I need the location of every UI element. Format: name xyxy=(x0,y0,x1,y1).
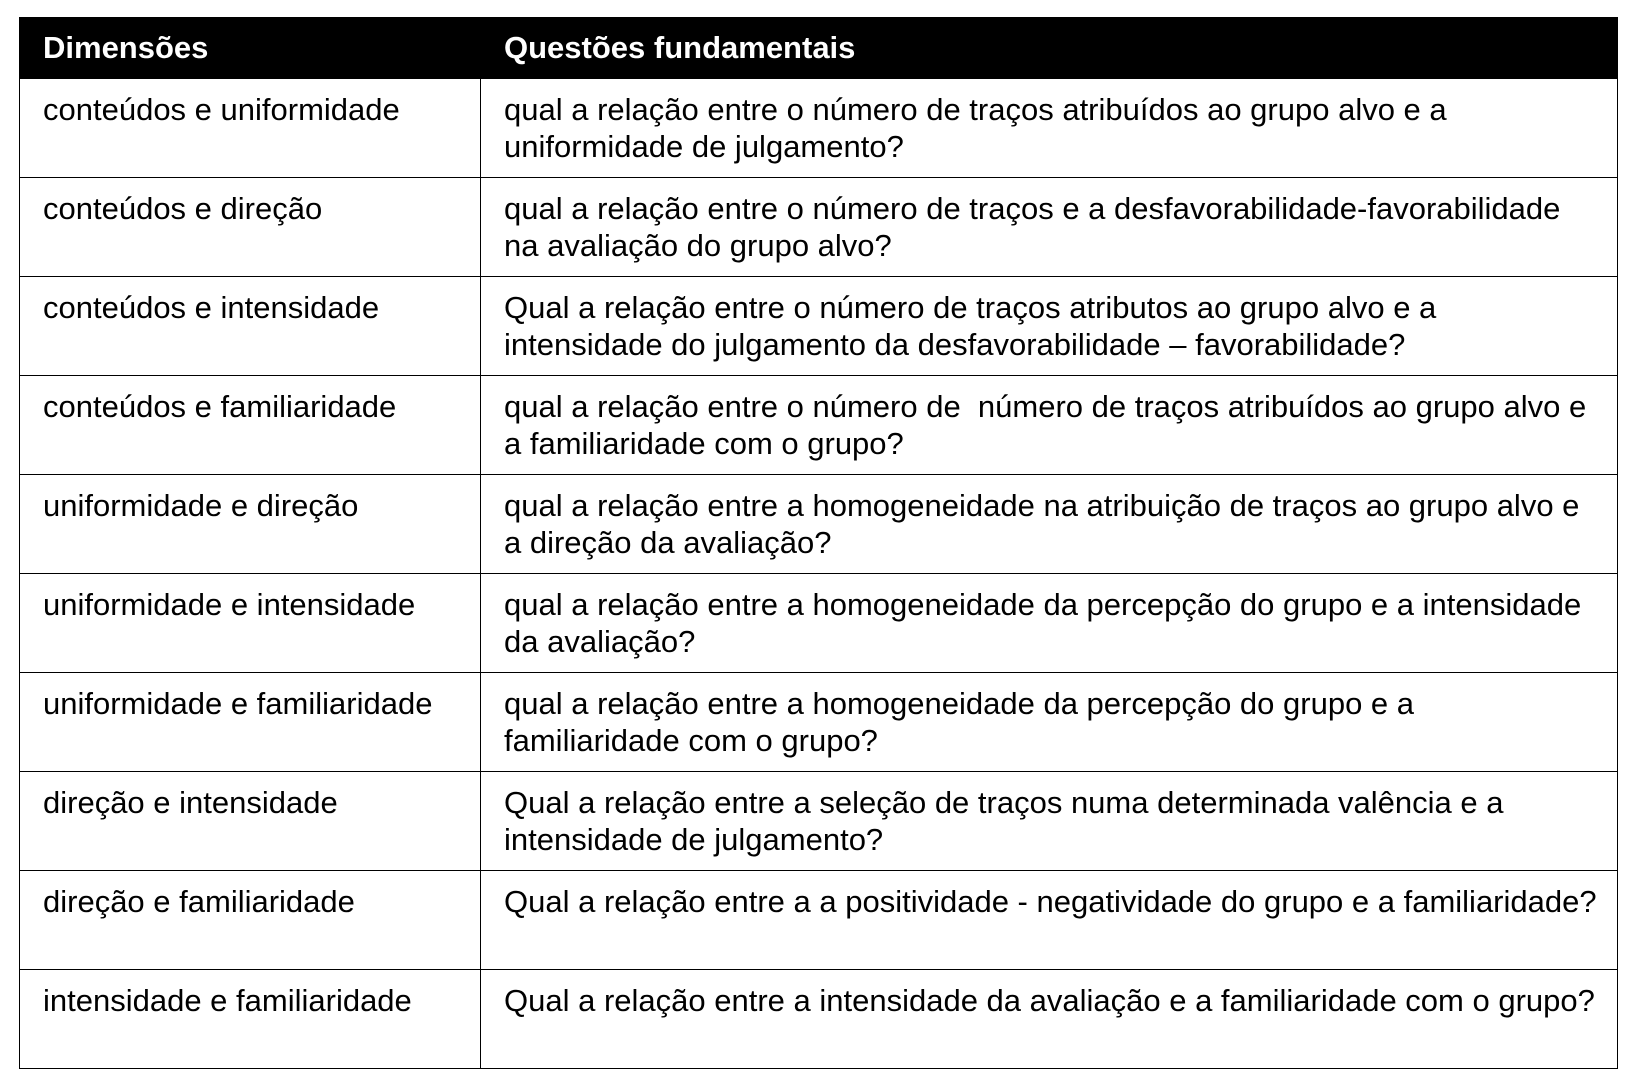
table-row xyxy=(20,772,1618,871)
table-row xyxy=(20,871,1618,970)
dimension-cell: conteúdos e uniformidade xyxy=(20,79,481,178)
table-row xyxy=(20,673,1618,772)
table-row xyxy=(20,79,1618,178)
question-cell: qual a relação entre o número de número de traços atribuídos ao grupo alvo e a familiaridade com o grupo? xyxy=(481,376,1618,475)
header-dimensoes: Dimensões xyxy=(20,18,481,79)
question-cell: qual a relação entre a homogeneidade da percepção do grupo e a familiaridade com o grupo? xyxy=(481,673,1618,772)
dimension-cell: intensidade e familiaridade xyxy=(20,970,481,1069)
dimensions-table xyxy=(19,17,1618,1069)
dimension-cell: uniformidade e intensidade xyxy=(20,574,481,673)
dimension-cell: conteúdos e familiaridade xyxy=(20,376,481,475)
dimension-cell: conteúdos e direção xyxy=(20,178,481,277)
question-cell: qual a relação entre a homogeneidade da percepção do grupo e a intensidade da avaliação? xyxy=(481,574,1618,673)
question-cell: Qual a relação entre a intensidade da avaliação e a familiaridade com o grupo? xyxy=(481,970,1618,1069)
table-row xyxy=(20,970,1618,1069)
table-row xyxy=(20,475,1618,574)
question-cell: Qual a relação entre a a positividade - negatividade do grupo e a familiaridade? xyxy=(481,871,1618,970)
question-cell: Qual a relação entre a seleção de traços numa determinada valência e a intensidade de julgamento? xyxy=(481,772,1618,871)
table-row xyxy=(20,574,1618,673)
table-header-row xyxy=(20,18,1618,79)
dimension-cell: direção e familiaridade xyxy=(20,871,481,970)
dimension-cell: uniformidade e direção xyxy=(20,475,481,574)
dimension-cell: conteúdos e intensidade xyxy=(20,277,481,376)
dimension-cell: direção e intensidade xyxy=(20,772,481,871)
question-cell: qual a relação entre o número de traços e a desfavorabilidade-favorabilidade na avaliação do grupo alvo? xyxy=(481,178,1618,277)
question-cell: Qual a relação entre o número de traços atributos ao grupo alvo e a intensidade do julgamento da desfavorabilidade – favorabilidade? xyxy=(481,277,1618,376)
header-questoes: Questões fundamentais xyxy=(481,18,1618,79)
table-row xyxy=(20,376,1618,475)
dimension-cell: uniformidade e familiaridade xyxy=(20,673,481,772)
question-cell: qual a relação entre a homogeneidade na atribuição de traços ao grupo alvo e a direção da avaliação? xyxy=(481,475,1618,574)
question-cell: qual a relação entre o número de traços atribuídos ao grupo alvo e a uniformidade de julgamento? xyxy=(481,79,1618,178)
table-row xyxy=(20,277,1618,376)
table-row xyxy=(20,178,1618,277)
